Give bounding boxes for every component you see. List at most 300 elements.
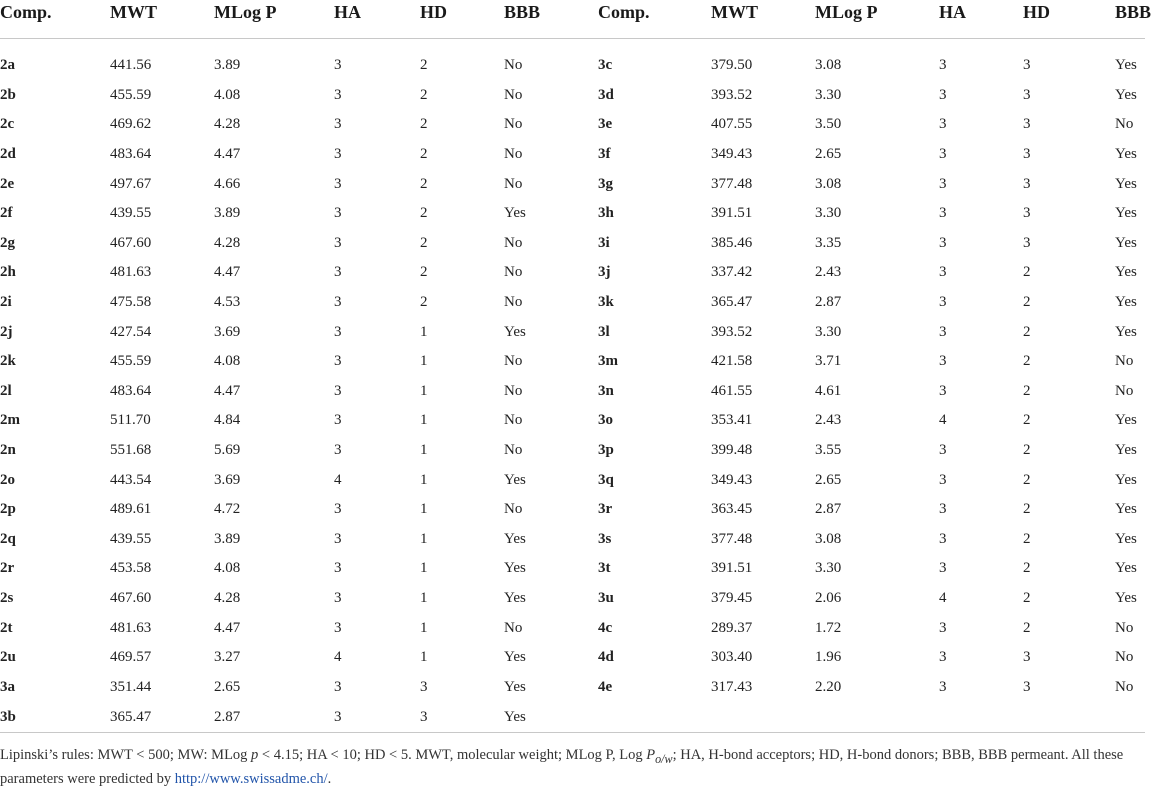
cell-mwt: 353.41 (711, 412, 753, 429)
cell-hd: 2 (1023, 501, 1031, 518)
cell-bbb: Yes (1115, 412, 1137, 429)
cell-mwt: 379.50 (711, 57, 753, 74)
cell-hd: 2 (420, 57, 428, 74)
table-row (0, 672, 1145, 702)
cell-hd: 3 (1023, 116, 1031, 133)
cell-mlogp: 1.72 (815, 619, 842, 636)
cell-comp: 2n (0, 442, 16, 459)
cell-comp: 2r (0, 560, 15, 577)
cell-mwt: 461.55 (711, 382, 753, 399)
cell-comp: 4e (598, 678, 613, 695)
cell-bbb: No (504, 382, 523, 399)
cell-mwt: 483.64 (110, 146, 152, 163)
cell-bbb: No (504, 264, 523, 281)
cell-ha: 3 (939, 501, 947, 518)
cell-comp: 4d (598, 649, 614, 666)
cell-mwt: 385.46 (711, 234, 753, 251)
cell-bbb: No (504, 234, 523, 251)
cell-ha: 4 (939, 589, 947, 606)
footnote-text: Lipinski’s rules: MWT < 500; MW: MLog (0, 747, 252, 764)
cell-ha: 4 (334, 649, 342, 666)
cell-bbb: No (504, 86, 523, 103)
cell-mwt: 483.64 (110, 382, 152, 399)
cell-mlogp: 4.47 (214, 619, 241, 636)
cell-bbb: Yes (504, 649, 526, 666)
cell-bbb: Yes (1115, 264, 1137, 281)
cell-mwt: 455.59 (110, 353, 152, 370)
cell-bbb: No (1115, 116, 1134, 133)
cell-hd: 1 (420, 382, 428, 399)
cell-hd: 2 (1023, 442, 1031, 459)
cell-hd: 2 (420, 294, 428, 311)
cell-hd: 1 (420, 589, 428, 606)
footnote-italic-P: P (646, 747, 656, 764)
cell-mlogp: 4.47 (214, 382, 241, 399)
cell-mwt: 481.63 (110, 264, 152, 281)
header-mwt-right: MWT (711, 2, 758, 22)
cell-mlogp: 3.50 (815, 116, 842, 133)
cell-mwt (711, 702, 815, 733)
cell-mlogp: 4.28 (214, 116, 241, 133)
cell-ha: 3 (334, 205, 342, 222)
cell-mlogp: 4.66 (214, 175, 241, 192)
cell-mlogp: 4.28 (214, 234, 241, 251)
cell-comp: 2g (0, 234, 15, 251)
cell-mlogp: 3.08 (815, 175, 842, 192)
cell-mlogp: 3.30 (815, 323, 842, 340)
cell-mlogp: 3.30 (815, 560, 842, 577)
cell-mwt: 439.55 (110, 205, 152, 222)
cell-mlogp: 1.96 (815, 649, 842, 666)
cell-mwt: 399.48 (711, 442, 753, 459)
table-row (0, 525, 1145, 555)
header-bbb-left: BBB (504, 2, 541, 22)
swissadme-link[interactable]: http://www.swissadme.ch/ (174, 770, 328, 787)
cell-bbb: Yes (504, 530, 526, 547)
table-header-row (0, 0, 1145, 39)
cell-mwt: 349.43 (711, 146, 753, 163)
cell-comp: 3r (598, 501, 613, 518)
cell-mwt: 317.43 (711, 678, 753, 695)
cell-mlogp: 3.08 (815, 57, 842, 74)
cell-ha: 3 (334, 294, 342, 311)
footnote-text: < 4.15; HA < 10; HD < 5. MWT, molecular weight; MLog P, Log (258, 747, 647, 764)
cell-comp: 2d (0, 146, 16, 163)
cell-comp: 2e (0, 175, 15, 192)
footnote-subscript: o/w (655, 751, 673, 766)
header-mlogp-right: MLog P (815, 2, 878, 22)
cell-mlogp: 2.87 (815, 294, 842, 311)
cell-comp: 3g (598, 175, 613, 192)
cell-bbb: No (504, 146, 523, 163)
footnote-italic-p: p (251, 747, 259, 764)
cell-hd: 1 (420, 649, 428, 666)
cell-comp: 2i (0, 294, 12, 311)
cell-ha: 3 (334, 501, 342, 518)
cell-mlogp: 2.65 (815, 471, 842, 488)
cell-hd: 2 (1023, 353, 1031, 370)
cell-hd: 2 (1023, 264, 1031, 281)
cell-comp: 2c (0, 116, 15, 133)
cell-mlogp: 3.35 (815, 234, 842, 251)
cell-bbb: No (504, 619, 523, 636)
cell-hd: 2 (420, 146, 428, 163)
cell-comp: 2p (0, 501, 16, 518)
cell-bbb: No (504, 175, 523, 192)
table-body (0, 39, 1145, 733)
cell-mwt: 511.70 (110, 412, 151, 429)
table-row (0, 51, 1145, 81)
cell-comp: 3i (598, 234, 610, 251)
cell-mwt: 443.54 (110, 471, 152, 488)
cell-ha: 3 (939, 323, 947, 340)
cell-mlogp: 2.65 (815, 146, 842, 163)
table-row (0, 347, 1145, 377)
cell-mlogp: 2.20 (815, 678, 842, 695)
cell-mwt: 421.58 (711, 353, 753, 370)
cell-bbb: Yes (1115, 175, 1137, 192)
table-row (0, 554, 1145, 584)
cell-hd: 1 (420, 323, 428, 340)
cell-hd: 3 (1023, 649, 1031, 666)
cell-bbb: Yes (504, 678, 526, 695)
cell-ha: 3 (334, 57, 342, 74)
cell-ha: 4 (939, 412, 947, 429)
cell-ha: 3 (939, 234, 947, 251)
cell-hd: 2 (1023, 471, 1031, 488)
cell-mlogp: 2.06 (815, 589, 842, 606)
cell-hd: 2 (1023, 619, 1031, 636)
cell-ha: 3 (939, 146, 947, 163)
cell-mlogp: 2.65 (214, 678, 241, 695)
cell-mwt: 439.55 (110, 530, 152, 547)
cell-mlogp: 4.08 (214, 560, 241, 577)
cell-hd: 2 (1023, 589, 1031, 606)
cell-bbb: No (504, 442, 523, 459)
cell-mlogp: 5.69 (214, 442, 241, 459)
cell-mwt: 337.42 (711, 264, 753, 281)
cell-mwt: 467.60 (110, 234, 152, 251)
cell-mwt: 475.58 (110, 294, 152, 311)
table-row (0, 436, 1145, 466)
cell-ha: 3 (939, 175, 947, 192)
cell-ha: 3 (334, 146, 342, 163)
cell-comp: 2h (0, 264, 16, 281)
cell-mwt: 349.43 (711, 471, 753, 488)
header-gap (0, 39, 1145, 52)
cell-ha: 3 (334, 589, 342, 606)
cell-comp: 2t (0, 619, 13, 636)
cell-mlogp: 4.47 (214, 146, 241, 163)
cell-mwt: 455.59 (110, 86, 152, 103)
cell-ha: 3 (334, 619, 342, 636)
cell-comp: 3k (598, 294, 614, 311)
cell-mwt: 379.45 (711, 589, 753, 606)
footnote-text: ; HA, H-bond acceptors; HD, H-bond donors; BBB, BBB permeant. All these parameters were predicted by (0, 747, 1124, 787)
cell-comp: 3q (598, 471, 614, 488)
cell-ha: 3 (939, 294, 947, 311)
cell-hd: 3 (1023, 205, 1031, 222)
cell-comp: 2j (0, 323, 13, 340)
cell-ha: 3 (334, 116, 342, 133)
cell-mwt: 363.45 (711, 501, 753, 518)
cell-bbb: Yes (1115, 560, 1137, 577)
cell-bbb: Yes (1115, 501, 1137, 518)
cell-comp: 2o (0, 471, 15, 488)
table-row (0, 169, 1145, 199)
cell-bbb: No (1115, 649, 1134, 666)
cell-mwt: 407.55 (711, 116, 753, 133)
cell-mwt: 303.40 (711, 649, 753, 666)
cell-mlogp: 4.08 (214, 353, 241, 370)
cell-bbb: No (504, 294, 523, 311)
cell-comp: 3l (598, 323, 610, 340)
cell-ha: 3 (939, 86, 947, 103)
cell-mlogp: 3.08 (815, 530, 842, 547)
cell-bbb: Yes (1115, 146, 1137, 163)
cell-hd: 1 (420, 412, 428, 429)
cell-comp: 3b (0, 708, 16, 725)
cell-bbb: Yes (1115, 323, 1137, 340)
cell-hd: 2 (420, 234, 428, 251)
cell-ha: 3 (939, 442, 947, 459)
cell-bbb: No (504, 116, 523, 133)
cell-mlogp: 2.87 (214, 708, 241, 725)
cell-mwt: 481.63 (110, 619, 152, 636)
table-row (0, 584, 1145, 614)
cell-mwt: 377.48 (711, 530, 753, 547)
cell-comp: 3n (598, 382, 614, 399)
cell-mlogp: 4.47 (214, 264, 241, 281)
cell-comp (598, 702, 711, 733)
cell-ha: 3 (334, 382, 342, 399)
cell-mwt: 467.60 (110, 589, 152, 606)
cell-ha: 3 (334, 175, 342, 192)
cell-ha: 3 (334, 323, 342, 340)
cell-bbb: Yes (504, 589, 526, 606)
cell-mlogp: 4.08 (214, 86, 241, 103)
cell-mwt: 469.62 (110, 116, 152, 133)
cell-mlogp: 3.89 (214, 57, 241, 74)
cell-bbb: Yes (1115, 86, 1137, 103)
table-row (0, 140, 1145, 170)
cell-mlogp: 3.30 (815, 205, 842, 222)
cell-hd: 2 (1023, 382, 1031, 399)
table-row (0, 258, 1145, 288)
cell-mlogp: 3.69 (214, 323, 241, 340)
cell-mlogp: 3.89 (214, 530, 241, 547)
cell-bbb: Yes (504, 323, 526, 340)
table-row (0, 377, 1145, 407)
cell-ha: 3 (939, 471, 947, 488)
cell-comp: 2m (0, 412, 20, 429)
cell-ha: 3 (939, 530, 947, 547)
cell-mwt: 351.44 (110, 678, 152, 695)
cell-hd: 2 (1023, 323, 1031, 340)
cell-comp: 2s (0, 589, 14, 606)
cell-hd: 2 (1023, 530, 1031, 547)
cell-comp: 3c (598, 57, 613, 74)
cell-hd: 3 (420, 708, 428, 725)
cell-mwt: 489.61 (110, 501, 152, 518)
footnote-text: . (327, 770, 332, 787)
cell-comp: 4c (598, 619, 613, 636)
cell-bbb: No (504, 412, 523, 429)
cell-comp: 3d (598, 86, 614, 103)
cell-comp: 2b (0, 86, 16, 103)
cell-comp: 2f (0, 205, 13, 222)
cell-hd (1023, 702, 1115, 733)
cell-ha: 3 (939, 264, 947, 281)
cell-ha (939, 702, 1023, 733)
cell-hd: 3 (420, 678, 428, 695)
table-footnote (0, 733, 1145, 789)
cell-hd: 2 (420, 175, 428, 192)
cell-hd: 1 (420, 471, 428, 488)
cell-mlogp: 3.27 (214, 649, 241, 666)
cell-ha: 3 (939, 205, 947, 222)
cell-comp: 3s (598, 530, 612, 547)
cell-ha: 3 (939, 560, 947, 577)
cell-hd: 3 (1023, 234, 1031, 251)
cell-hd: 1 (420, 560, 428, 577)
cell-comp: 3f (598, 146, 611, 163)
cell-ha: 3 (939, 649, 947, 666)
cell-hd: 1 (420, 501, 428, 518)
cell-bbb: Yes (504, 471, 526, 488)
cell-hd: 3 (1023, 86, 1031, 103)
cell-comp: 2k (0, 353, 16, 370)
header-hd-left: HD (420, 2, 447, 22)
table-row (0, 643, 1145, 673)
cell-comp: 2a (0, 57, 15, 74)
cell-comp: 3m (598, 353, 618, 370)
cell-mlogp: 3.55 (815, 442, 842, 459)
table-row (0, 702, 1145, 733)
cell-mwt: 497.67 (110, 175, 152, 192)
cell-hd: 1 (420, 442, 428, 459)
cell-bbb: No (504, 353, 523, 370)
header-comp-right: Comp. (598, 2, 650, 22)
cell-hd: 3 (1023, 146, 1031, 163)
cell-hd: 2 (420, 86, 428, 103)
cell-comp: 3j (598, 264, 611, 281)
cell-mlogp: 3.71 (815, 353, 842, 370)
cell-comp: 3a (0, 678, 15, 695)
cell-comp: 3t (598, 560, 611, 577)
cell-ha: 3 (334, 353, 342, 370)
cell-hd: 2 (1023, 294, 1031, 311)
cell-ha: 3 (334, 234, 342, 251)
header-mlogp-left: MLog P (214, 2, 277, 22)
cell-ha: 3 (939, 382, 947, 399)
cell-bbb: Yes (1115, 57, 1137, 74)
cell-ha: 3 (939, 678, 947, 695)
cell-mlogp (815, 702, 939, 733)
cell-comp: 3e (598, 116, 613, 133)
cell-bbb: Yes (504, 560, 526, 577)
cell-mlogp: 4.53 (214, 294, 241, 311)
cell-bbb: No (504, 501, 523, 518)
cell-mlogp: 3.69 (214, 471, 241, 488)
cell-mwt: 391.51 (711, 560, 753, 577)
cell-hd: 3 (1023, 57, 1031, 74)
cell-bbb: Yes (1115, 442, 1137, 459)
cell-mlogp: 3.89 (214, 205, 241, 222)
cell-mlogp: 4.28 (214, 589, 241, 606)
cell-mwt: 393.52 (711, 323, 753, 340)
cell-mlogp: 2.43 (815, 264, 842, 281)
cell-bbb (1115, 702, 1145, 733)
cell-bbb: Yes (504, 708, 526, 725)
table-row (0, 288, 1145, 318)
cell-comp: 3h (598, 205, 614, 222)
table-row (0, 613, 1145, 643)
cell-bbb: No (504, 57, 523, 74)
cell-mlogp: 4.72 (214, 501, 241, 518)
table-row (0, 199, 1145, 229)
table-row (0, 406, 1145, 436)
cell-bbb: Yes (1115, 294, 1137, 311)
cell-hd: 3 (1023, 175, 1031, 192)
cell-bbb: No (1115, 382, 1134, 399)
cell-ha: 3 (334, 560, 342, 577)
table-row (0, 81, 1145, 111)
cell-mwt: 469.57 (110, 649, 152, 666)
table-row (0, 110, 1145, 140)
cell-mlogp: 3.30 (815, 86, 842, 103)
cell-bbb: No (1115, 678, 1134, 695)
cell-hd: 2 (420, 264, 428, 281)
cell-mwt: 453.58 (110, 560, 152, 577)
cell-ha: 3 (334, 412, 342, 429)
cell-mwt: 393.52 (711, 86, 753, 103)
cell-hd: 2 (420, 205, 428, 222)
cell-ha: 3 (334, 442, 342, 459)
cell-comp: 2l (0, 382, 12, 399)
cell-hd: 2 (1023, 560, 1031, 577)
cell-ha: 3 (334, 708, 342, 725)
cell-mwt: 427.54 (110, 323, 152, 340)
cell-comp: 3u (598, 589, 614, 606)
cell-bbb: No (1115, 619, 1134, 636)
cell-mwt: 441.56 (110, 57, 152, 74)
header-comp-left: Comp. (0, 2, 52, 22)
cell-mwt: 391.51 (711, 205, 753, 222)
cell-mwt: 365.47 (711, 294, 753, 311)
cell-hd: 1 (420, 353, 428, 370)
cell-mwt: 289.37 (711, 619, 753, 636)
cell-ha: 3 (939, 116, 947, 133)
cell-ha: 3 (334, 264, 342, 281)
header-mwt-left: MWT (110, 2, 157, 22)
cell-comp: 3p (598, 442, 614, 459)
cell-comp: 2u (0, 649, 16, 666)
table-row (0, 317, 1145, 347)
cell-bbb: Yes (1115, 471, 1137, 488)
table-row (0, 495, 1145, 525)
cell-bbb: No (1115, 353, 1134, 370)
cell-hd: 1 (420, 530, 428, 547)
cell-ha: 3 (334, 530, 342, 547)
table-row (0, 229, 1145, 259)
cell-ha: 3 (939, 619, 947, 636)
header-hd-right: HD (1023, 2, 1050, 22)
cell-hd: 2 (1023, 412, 1031, 429)
cell-ha: 3 (334, 86, 342, 103)
cell-mlogp: 2.87 (815, 501, 842, 518)
cell-bbb: Yes (1115, 205, 1137, 222)
